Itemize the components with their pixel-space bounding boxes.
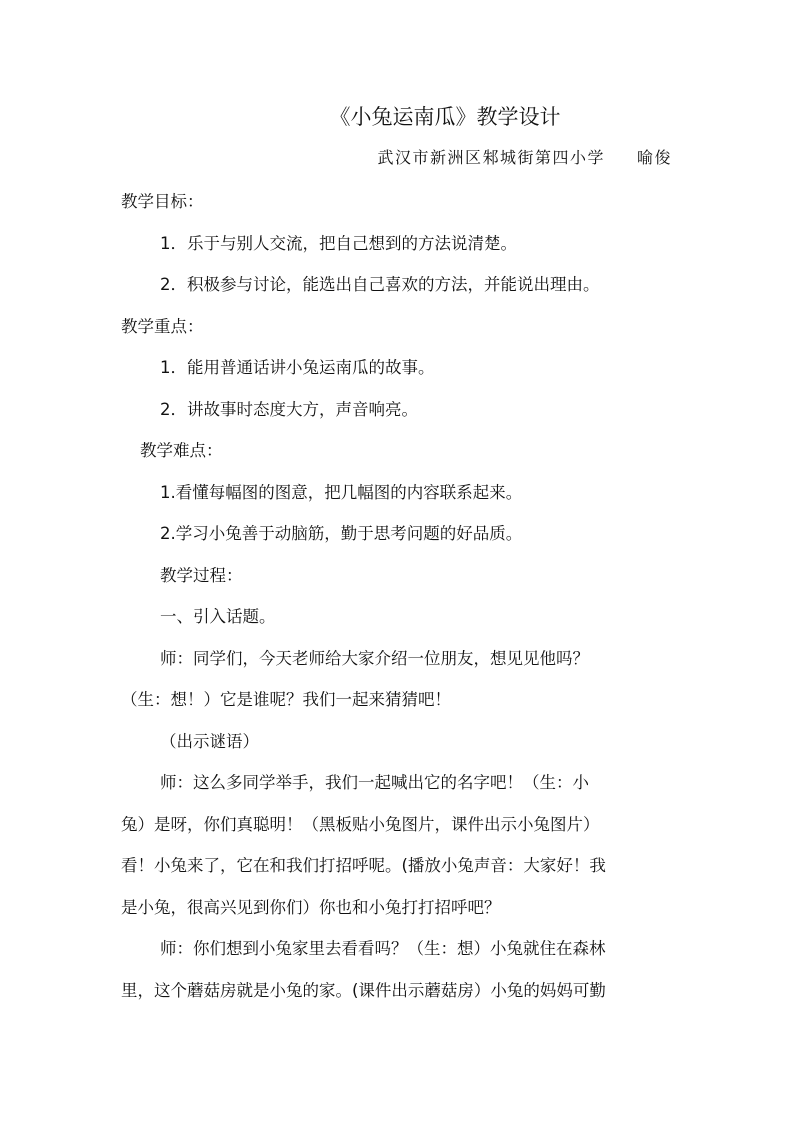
body-line: 里，这个蘑菇房就是小兔的家。(课件出示蘑菇房）小兔的妈妈可勤 (121, 981, 606, 1000)
author-name: 喻俊 (636, 148, 672, 167)
goal-item: 1．乐于与别人交流，把自己想到的方法说清楚。 (160, 234, 517, 253)
difficulties-heading: 教学难点： (140, 441, 223, 460)
process-heading: 教学过程： (160, 566, 243, 585)
body-line: 是小兔，很高兴见到你们）你也和小兔打打招呼吧？ (121, 898, 501, 917)
body-line: （出示谜语） (160, 732, 259, 751)
difficulty-item: 1.看懂每幅图的图意，把几幅图的内容联系起来。 (160, 483, 523, 502)
author-school: 武汉市新洲区邾城街第四小学 (377, 148, 605, 167)
body-line: （生：想！）它是谁呢？我们一起来猜猜吧！ (121, 690, 451, 709)
body-line: 师：同学们，今天老师给大家介绍一位朋友，想见见他吗？ (160, 649, 589, 668)
body-line: 师：这么多同学举手，我们一起喊出它的名字吧！（生：小 (160, 773, 589, 792)
body-line: 师：你们想到小兔家里去看看吗？（生：想）小兔就住在森林 (160, 939, 606, 958)
difficulty-item: 2.学习小兔善于动脑筋，勤于思考问题的好品质。 (160, 524, 523, 543)
body-line: 看！小兔来了，它在和我们打招呼呢。(播放小兔声音：大家好！我 (121, 856, 606, 875)
goals-heading: 教学目标： (121, 192, 204, 211)
author-line (377, 146, 672, 170)
body-line: 兔）是呀，你们真聪明！（黑板贴小兔图片，课件出示小兔图片） (121, 815, 600, 834)
document-title: 《小兔运南瓜》教学设计 (329, 105, 561, 129)
key-point-item: 2．讲故事时态度大方，声音响亮。 (160, 400, 418, 419)
key-points-heading: 教学重点： (121, 317, 204, 336)
step-one-heading: 一、引入话题。 (160, 607, 276, 626)
key-point-item: 1．能用普通话讲小兔运南瓜的故事。 (160, 358, 435, 377)
goal-item: 2．积极参与讨论，能选出自己喜欢的方法，并能说出理由。 (160, 275, 600, 294)
